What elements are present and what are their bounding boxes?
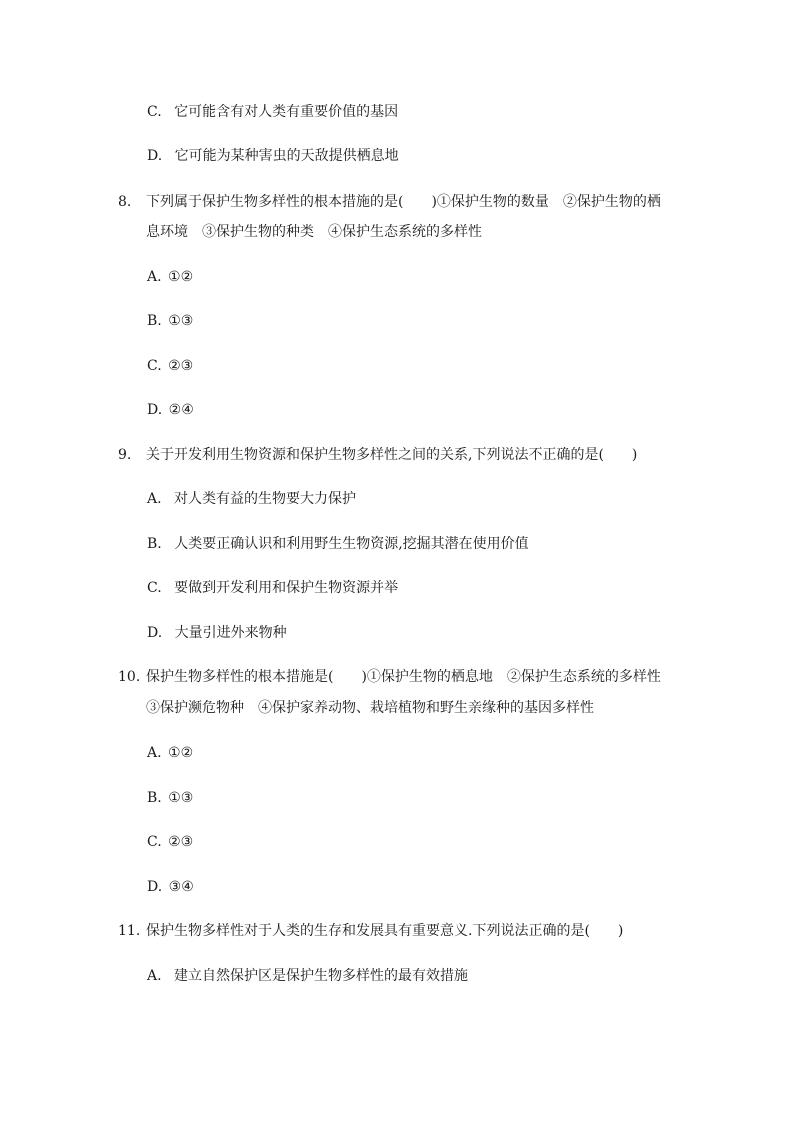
q9-number: 9.	[118, 447, 132, 463]
q8-option-b	[147, 311, 193, 331]
option-text: ③④	[168, 879, 194, 895]
option-text: ②④	[168, 402, 194, 418]
q8-number: 8.	[118, 194, 132, 210]
option-text: ①②	[168, 745, 194, 761]
option-letter: A.	[147, 968, 162, 984]
option-letter: C.	[147, 580, 162, 596]
option-text: 建立自然保护区是保护生物多样性的最有效措施	[174, 968, 469, 984]
q11-option-a	[147, 966, 468, 986]
option-text: ②③	[168, 358, 194, 374]
option-letter: C.	[147, 358, 162, 374]
option-letter: B.	[147, 536, 162, 552]
q7-option-c	[147, 102, 398, 122]
option-text: 人类要正确认识和利用野生生物资源,挖掘其潜在使用价值	[174, 536, 529, 552]
option-letter: D.	[147, 879, 163, 895]
q11-number: 11.	[118, 923, 141, 939]
option-text: ①③	[168, 313, 194, 329]
q9-option-b	[147, 534, 529, 554]
q8-stem-line2: 息环境 ③保护生物的种类 ④保护生态系统的多样性	[146, 224, 482, 240]
q10-option-b	[147, 788, 193, 808]
option-text: 对人类有益的生物要大力保护	[174, 491, 357, 507]
option-letter: B.	[147, 313, 162, 329]
option-letter: A.	[147, 491, 162, 507]
option-letter: D.	[147, 402, 163, 418]
q8-option-d	[147, 400, 194, 420]
option-text: 要做到开发利用和保护生物资源并举	[174, 580, 399, 596]
option-text: 它可能含有对人类有重要价值的基因	[174, 104, 399, 120]
q8-stem-line1: 下列属于保护生物多样性的根本措施的是( )①保护生物的数量 ②保护生物的栖	[146, 194, 661, 210]
q9-stem-line1: 关于开发利用生物资源和保护生物多样性之间的关系,下列说法不正确的是( )	[146, 447, 638, 463]
option-letter: D.	[147, 148, 163, 164]
option-letter: C.	[147, 834, 162, 850]
q10-option-d	[147, 877, 194, 897]
option-letter: A.	[147, 745, 162, 761]
option-letter: C.	[147, 104, 162, 120]
option-letter: D.	[147, 625, 163, 641]
q10-stem-line1: 保护生物多样性的根本措施是( )①保护生物的栖息地 ②保护生态系统的多样性	[146, 669, 661, 685]
q11-stem-line1: 保护生物多样性对于人类的生存和发展具有重要意义.下列说法正确的是( )	[146, 923, 624, 939]
option-text: ①③	[168, 790, 194, 806]
q10-stem-line2: ③保护濒危物种 ④保护家养动物、栽培植物和野生亲缘种的基因多样性	[146, 700, 594, 716]
option-text: 大量引进外来物种	[174, 625, 287, 641]
q8-option-a	[147, 267, 193, 287]
q10-number: 10.	[118, 669, 141, 685]
option-letter: A.	[147, 269, 162, 285]
option-text: ②③	[168, 834, 194, 850]
option-text: 它可能为某种害虫的天敌提供栖息地	[174, 148, 399, 164]
q9-option-d	[147, 623, 287, 643]
option-text: ①②	[168, 269, 194, 285]
q9-option-a	[147, 489, 356, 509]
q7-option-d	[147, 146, 399, 166]
q8-option-c	[147, 356, 193, 376]
option-letter: B.	[147, 790, 162, 806]
q9-option-c	[147, 578, 398, 598]
q10-option-a	[147, 743, 193, 763]
q10-option-c	[147, 832, 193, 852]
